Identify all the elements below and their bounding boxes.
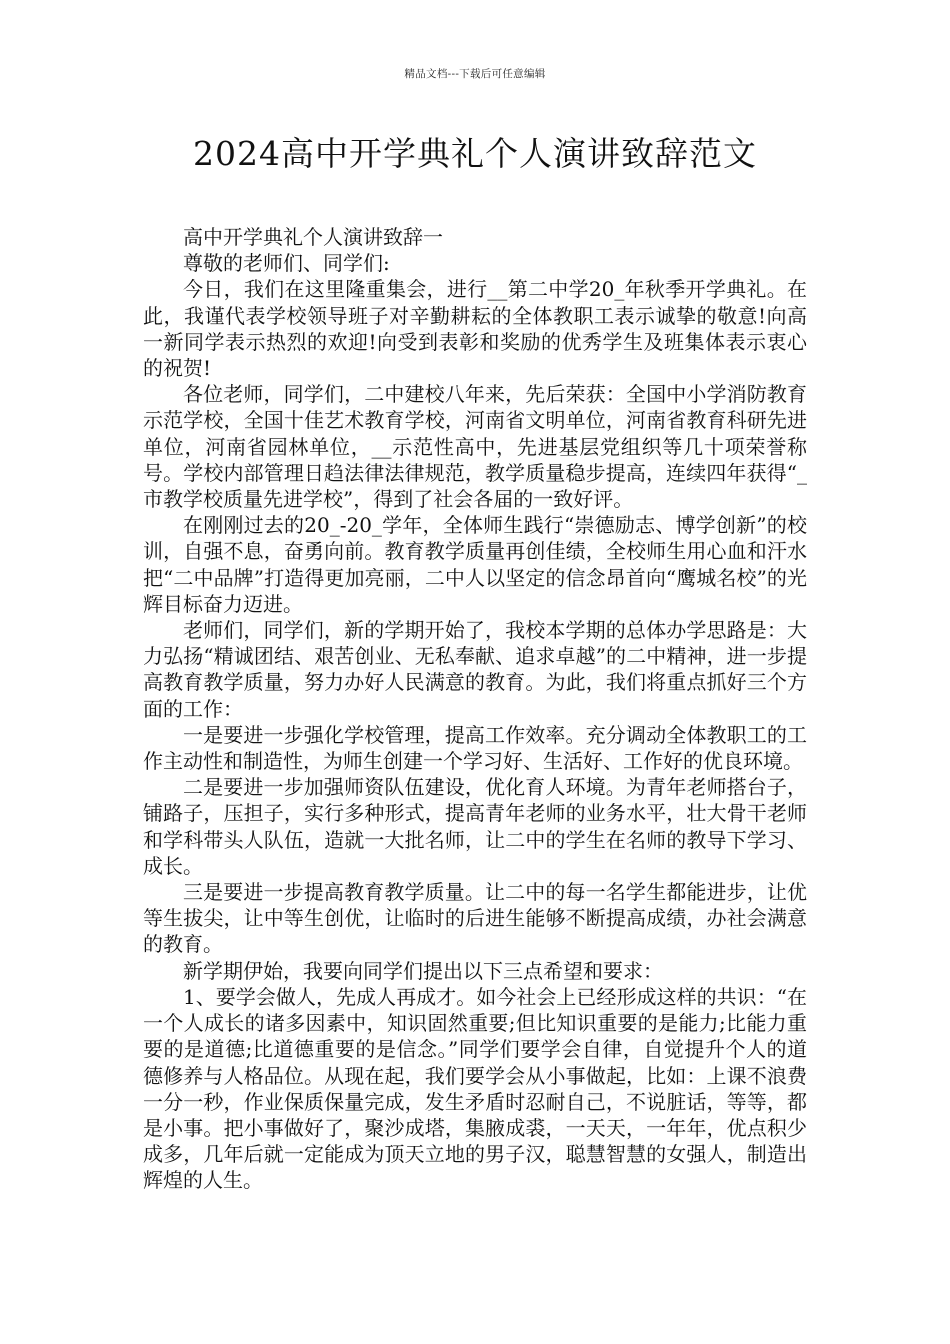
salutation: 尊敬的老师们、同学们: xyxy=(183,251,390,276)
body-paragraph: 各位老师，同学们，二中建校八年来，先后荣获：全国中小学消防教育示范学校，全国十佳艺术教育学校，河南省文明单位，河南省教育科研先进单位，河南省园林单位，__示范性高中，先进基层党组织等几十项荣誉称号。学校内部管理日趋法律法律规范，教学质量稳步提高，连续四年获得“_市教学校质量先进学校”，得到了社会各届的一致好评。 xyxy=(143,382,807,512)
body-paragraph: 三是要进一步提高教育教学质量。让二中的每一名学生都能进步，让优等生拔尖，让中等生创优，让临时的后进生能够不断提高成绩，办社会满意的教育。 xyxy=(143,880,807,957)
body-paragraph: 今日，我们在这里隆重集会，进行__第二中学20_年秋季开学典礼。在此，我谨代表学校领导班子对辛勤耕耘的全体教职工表示诚挚的敬意!向高一新同学表示热烈的欢迎!向受到表彰和奖励的优秀学生及班集体表示衷心的祝贺! xyxy=(143,277,807,381)
document-body xyxy=(143,224,807,1194)
body-paragraph: 二是要进一步加强师资队伍建设，优化育人环境。为青年老师搭台子，铺路子，压担子，实行多种形式，提高青年老师的业务水平，壮大骨干老师和学科带头人队伍，造就一大批名师，让二中的学生在名师的教导下学习、成长。 xyxy=(143,775,807,878)
speech-heading: 高中开学典礼个人演讲致辞一 xyxy=(183,225,443,249)
body-paragraph: 在刚刚过去的20_-20_学年，全体师生践行“崇德励志、博学创新”的校训，自强不息，奋勇向前。教育教学质量再创佳绩，全校师生用心血和汗水把“二中品牌”打造得更加亮丽，二中人以坚定的信念昂首向“鹰城名校”的光辉目标奋力迈进。 xyxy=(143,513,807,616)
header-note: 精品文档---下载后可任意编辑 xyxy=(404,68,546,80)
body-paragraph: 老师们，同学们，新的学期开始了，我校本学期的总体办学思路是：大力弘扬“精诚团结、艰苦创业、无私奉献、追求卓越”的二中精神，进一步提高教育教学质量，努力办好人民满意的教育。为此，我们将重点抓好三个方面的工作： xyxy=(143,618,807,721)
body-paragraph: 1、要学会做人，先成人再成才。如今社会上已经形成这样的共识：“在一个人成长的诸多因素中，知识固然重要;但比知识重要的是能力;比能力重要的是道德;比道德重要的是信念。”同学们要学会自律，自觉提升个人的道德修养与人格品位。从现在起，我们要学会从小事做起，比如：上课不浪费一分一秒，作业保质保量完成，发生矛盾时忍耐自己，不说脏话，等等，都是小事。把小事做好了，聚沙成塔，集腋成裘，一天天，一年年，优点积少成多，几年后就一定能成为顶天立地的男子汉，聪慧智慧的女强人，制造出辉煌的人生。 xyxy=(143,984,807,1193)
body-paragraph: 新学期伊始，我要向同学们提出以下三点希望和要求： xyxy=(183,958,663,983)
document-title: 2024高中开学典礼个人演讲致辞范文 xyxy=(193,134,757,173)
body-paragraph: 一是要进一步强化学校管理，提高工作效率。充分调动全体教职工的工作主动性和制造性，为师生创建一个学习好、生活好、工作好的优良环境。 xyxy=(143,722,807,774)
